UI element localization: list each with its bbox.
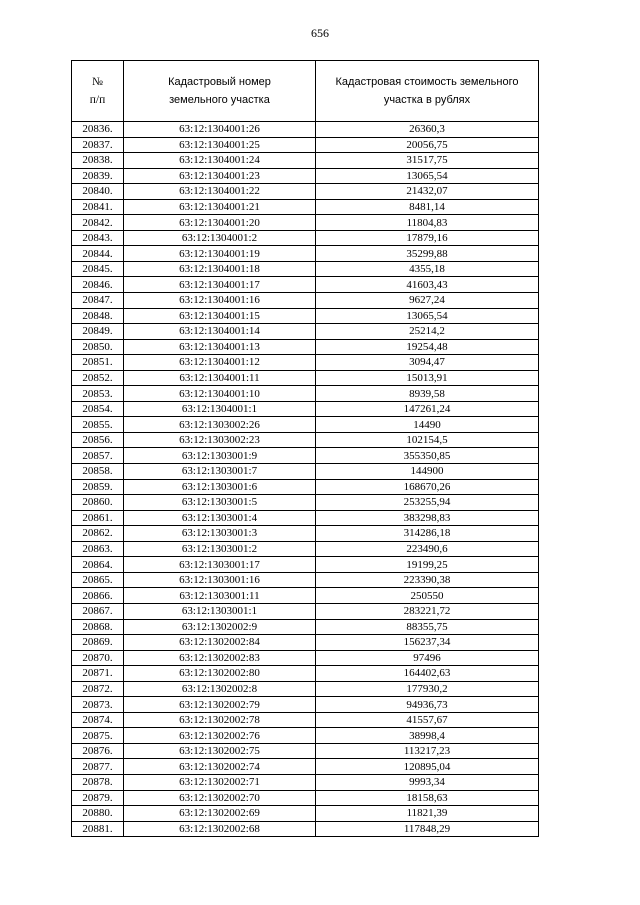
table-row [72, 386, 539, 402]
cadastral-value-cell: 383298,83 [316, 510, 539, 526]
cadastral-value-cell: 19199,25 [316, 557, 539, 573]
cadastral-value-cell: 41603,43 [316, 277, 539, 293]
cadastral-value-cell: 9627,24 [316, 293, 539, 309]
cadastral-value-cell: 15013,91 [316, 370, 539, 386]
table-row [72, 401, 539, 417]
cadastral-number-cell: 63:12:1302002:74 [124, 759, 316, 775]
cadastral-number-cell: 63:12:1302002:84 [124, 635, 316, 651]
row-number: 20841. [72, 199, 124, 215]
row-number: 20862. [72, 526, 124, 542]
table-row [72, 324, 539, 340]
row-number: 20858. [72, 464, 124, 480]
cadastral-number-cell: 63:12:1304001:19 [124, 246, 316, 262]
cadastral-number-cell: 63:12:1304001:21 [124, 199, 316, 215]
cadastral-value-cell: 283221,72 [316, 603, 539, 619]
cadastral-value-cell: 20056,75 [316, 137, 539, 153]
table-row [72, 821, 539, 837]
table-row [72, 666, 539, 682]
cadastral-number-cell: 63:12:1304001:2 [124, 230, 316, 246]
cadastral-number-cell: 63:12:1302002:76 [124, 728, 316, 744]
cadastral-number-cell: 63:12:1303001:3 [124, 526, 316, 542]
table-row [72, 137, 539, 153]
row-number: 20839. [72, 168, 124, 184]
row-number: 20874. [72, 712, 124, 728]
row-number: 20878. [72, 774, 124, 790]
table-row [72, 153, 539, 169]
table-row [72, 806, 539, 822]
row-number: 20843. [72, 230, 124, 246]
cadastral-value-cell: 314286,18 [316, 526, 539, 542]
table-row [72, 557, 539, 573]
row-number: 20853. [72, 386, 124, 402]
row-number: 20854. [72, 401, 124, 417]
cadastral-value-cell: 25214,2 [316, 324, 539, 340]
cadastral-number-cell: 63:12:1304001:18 [124, 261, 316, 277]
row-number: 20870. [72, 650, 124, 666]
header-number-line2: п/п [89, 94, 106, 106]
row-number: 20844. [72, 246, 124, 262]
table-row [72, 572, 539, 588]
table-row [72, 199, 539, 215]
row-number: 20867. [72, 603, 124, 619]
cadastral-number-cell: 63:12:1304001:25 [124, 137, 316, 153]
cadastral-value-cell: 164402,63 [316, 666, 539, 682]
table-row [72, 681, 539, 697]
row-number: 20855. [72, 417, 124, 433]
table-row [72, 541, 539, 557]
cadastral-number-cell: 63:12:1303002:23 [124, 432, 316, 448]
table-row [72, 603, 539, 619]
table-row [72, 448, 539, 464]
cadastral-value-cell: 156237,34 [316, 635, 539, 651]
table-row [72, 464, 539, 480]
cadastral-value-cell: 21432,07 [316, 184, 539, 200]
cadastral-value-cell: 26360,3 [316, 122, 539, 138]
row-number: 20840. [72, 184, 124, 200]
header-cadastral-line1: Кадастровый номер [168, 76, 271, 88]
cadastral-value-cell: 355350,85 [316, 448, 539, 464]
row-number: 20849. [72, 324, 124, 340]
cadastral-number-cell: 63:12:1304001:23 [124, 168, 316, 184]
header-value-line2: участка в рублях [383, 94, 471, 106]
cadastral-value-cell: 253255,94 [316, 495, 539, 511]
row-number: 20845. [72, 261, 124, 277]
table-row [72, 790, 539, 806]
table-row [72, 184, 539, 200]
table-row [72, 712, 539, 728]
cadastral-number-cell: 63:12:1304001:11 [124, 370, 316, 386]
table-row [72, 526, 539, 542]
cadastral-number-cell: 63:12:1304001:14 [124, 324, 316, 340]
table-row [72, 355, 539, 371]
cadastral-number-cell: 63:12:1303001:17 [124, 557, 316, 573]
row-number: 20863. [72, 541, 124, 557]
table-row [72, 479, 539, 495]
header-number [72, 61, 124, 122]
cadastral-number-cell: 63:12:1304001:13 [124, 339, 316, 355]
cadastral-number-cell: 63:12:1303001:1 [124, 603, 316, 619]
cadastral-value-cell: 144900 [316, 464, 539, 480]
row-number: 20859. [72, 479, 124, 495]
cadastral-value-cell: 88355,75 [316, 619, 539, 635]
cadastral-value-table [71, 60, 539, 837]
cadastral-number-cell: 63:12:1304001:22 [124, 184, 316, 200]
cadastral-number-cell: 63:12:1302002:71 [124, 774, 316, 790]
cadastral-value-cell: 13065,54 [316, 168, 539, 184]
row-number: 20880. [72, 806, 124, 822]
row-number: 20866. [72, 588, 124, 604]
cadastral-number-cell: 63:12:1302002:70 [124, 790, 316, 806]
table-row [72, 370, 539, 386]
row-number: 20837. [72, 137, 124, 153]
row-number: 20857. [72, 448, 124, 464]
table-row [72, 774, 539, 790]
cadastral-value-cell: 11821,39 [316, 806, 539, 822]
page-number: 656 [311, 26, 329, 40]
cadastral-number-cell: 63:12:1303001:5 [124, 495, 316, 511]
table-row [72, 230, 539, 246]
cadastral-value-cell: 102154,5 [316, 432, 539, 448]
cadastral-value-cell: 3094,47 [316, 355, 539, 371]
cadastral-value-cell: 97496 [316, 650, 539, 666]
cadastral-number-cell: 63:12:1303001:16 [124, 572, 316, 588]
cadastral-value-cell: 38998,4 [316, 728, 539, 744]
cadastral-value-cell: 17879,16 [316, 230, 539, 246]
cadastral-value-cell: 18158,63 [316, 790, 539, 806]
row-number: 20876. [72, 743, 124, 759]
header-cadastral-value [316, 61, 539, 122]
cadastral-value-cell: 117848,29 [316, 821, 539, 837]
row-number: 20869. [72, 635, 124, 651]
cadastral-value-cell: 4355,18 [316, 261, 539, 277]
table-row [72, 728, 539, 744]
table-row [72, 246, 539, 262]
row-number: 20868. [72, 619, 124, 635]
table-row [72, 635, 539, 651]
header-value-line1: Кадастровая стоимость земельного [335, 76, 519, 88]
cadastral-value-cell: 223490,6 [316, 541, 539, 557]
row-number: 20860. [72, 495, 124, 511]
table-row [72, 122, 539, 138]
row-number: 20852. [72, 370, 124, 386]
table-row [72, 261, 539, 277]
cadastral-number-cell: 63:12:1303001:2 [124, 541, 316, 557]
cadastral-value-cell: 113217,23 [316, 743, 539, 759]
cadastral-value-cell: 147261,24 [316, 401, 539, 417]
table-row [72, 308, 539, 324]
cadastral-number-cell: 63:12:1303001:9 [124, 448, 316, 464]
cadastral-value-cell: 9993,34 [316, 774, 539, 790]
table-row [72, 293, 539, 309]
table-row [72, 743, 539, 759]
cadastral-value-cell: 11804,83 [316, 215, 539, 231]
cadastral-number-cell: 63:12:1304001:10 [124, 386, 316, 402]
table-row [72, 417, 539, 433]
row-number: 20871. [72, 666, 124, 682]
cadastral-number-cell: 63:12:1304001:20 [124, 215, 316, 231]
row-number: 20875. [72, 728, 124, 744]
cadastral-value-cell: 13065,54 [316, 308, 539, 324]
row-number: 20872. [72, 681, 124, 697]
table-header-row [72, 61, 539, 122]
table-row [72, 215, 539, 231]
cadastral-value-cell: 120895,04 [316, 759, 539, 775]
table-row [72, 495, 539, 511]
cadastral-value-cell: 8481,14 [316, 199, 539, 215]
cadastral-number-cell: 63:12:1302002:68 [124, 821, 316, 837]
row-number: 20865. [72, 572, 124, 588]
row-number: 20848. [72, 308, 124, 324]
cadastral-value-cell: 250550 [316, 588, 539, 604]
cadastral-number-cell: 63:12:1302002:80 [124, 666, 316, 682]
cadastral-number-cell: 63:12:1302002:9 [124, 619, 316, 635]
cadastral-number-cell: 63:12:1304001:16 [124, 293, 316, 309]
table-row [72, 168, 539, 184]
cadastral-value-cell: 223390,38 [316, 572, 539, 588]
cadastral-number-cell: 63:12:1303001:4 [124, 510, 316, 526]
cadastral-number-cell: 63:12:1303001:11 [124, 588, 316, 604]
header-cadastral-line2: земельного участка [169, 94, 270, 106]
table-row [72, 759, 539, 775]
row-number: 20864. [72, 557, 124, 573]
table-row [72, 697, 539, 713]
table-row [72, 432, 539, 448]
cadastral-number-cell: 63:12:1303001:7 [124, 464, 316, 480]
cadastral-number-cell: 63:12:1302002:79 [124, 697, 316, 713]
cadastral-number-cell: 63:12:1302002:78 [124, 712, 316, 728]
row-number: 20836. [72, 122, 124, 138]
table-row [72, 510, 539, 526]
cadastral-number-cell: 63:12:1304001:26 [124, 122, 316, 138]
cadastral-value-cell: 35299,88 [316, 246, 539, 262]
cadastral-value-cell: 168670,26 [316, 479, 539, 495]
cadastral-number-cell: 63:12:1302002:8 [124, 681, 316, 697]
header-number-line1: № [92, 76, 103, 88]
cadastral-value-cell: 19254,48 [316, 339, 539, 355]
row-number: 20877. [72, 759, 124, 775]
cadastral-value-cell: 41557,67 [316, 712, 539, 728]
row-number: 20846. [72, 277, 124, 293]
cadastral-number-cell: 63:12:1302002:75 [124, 743, 316, 759]
table-body [72, 122, 539, 837]
row-number: 20851. [72, 355, 124, 371]
row-number: 20847. [72, 293, 124, 309]
row-number: 20842. [72, 215, 124, 231]
cadastral-value-cell: 31517,75 [316, 153, 539, 169]
row-number: 20838. [72, 153, 124, 169]
row-number: 20861. [72, 510, 124, 526]
cadastral-number-cell: 63:12:1303002:26 [124, 417, 316, 433]
cadastral-value-cell: 14490 [316, 417, 539, 433]
row-number: 20850. [72, 339, 124, 355]
row-number: 20879. [72, 790, 124, 806]
header-cadastral-number [124, 61, 316, 122]
cadastral-number-cell: 63:12:1304001:24 [124, 153, 316, 169]
cadastral-value-cell: 8939,58 [316, 386, 539, 402]
table-row [72, 588, 539, 604]
cadastral-number-cell: 63:12:1303001:6 [124, 479, 316, 495]
table-row [72, 277, 539, 293]
row-number: 20873. [72, 697, 124, 713]
cadastral-number-cell: 63:12:1302002:83 [124, 650, 316, 666]
cadastral-number-cell: 63:12:1304001:15 [124, 308, 316, 324]
cadastral-number-cell: 63:12:1304001:1 [124, 401, 316, 417]
cadastral-number-cell: 63:12:1304001:12 [124, 355, 316, 371]
cadastral-number-cell: 63:12:1302002:69 [124, 806, 316, 822]
row-number: 20856. [72, 432, 124, 448]
cadastral-value-cell: 94936,73 [316, 697, 539, 713]
table-row [72, 650, 539, 666]
row-number: 20881. [72, 821, 124, 837]
table-row [72, 619, 539, 635]
cadastral-value-cell: 177930,2 [316, 681, 539, 697]
cadastral-number-cell: 63:12:1304001:17 [124, 277, 316, 293]
table-row [72, 339, 539, 355]
